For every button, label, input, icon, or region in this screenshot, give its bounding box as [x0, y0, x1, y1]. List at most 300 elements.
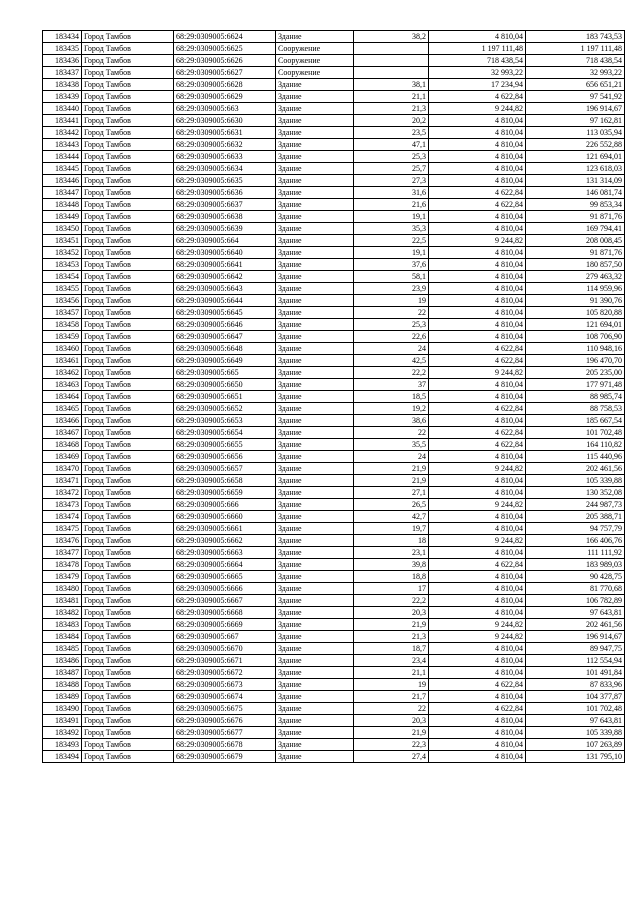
row-number-cell: 183493 — [43, 739, 82, 751]
object-type-cell: Здание — [276, 235, 354, 247]
table-row — [43, 487, 625, 499]
row-number-cell: 183494 — [43, 751, 82, 763]
object-type-cell: Здание — [276, 307, 354, 319]
cadastral-number-cell: 68:29:0309005:6671 — [174, 655, 276, 667]
specific-indicator-cell: 4 810,04 — [429, 655, 526, 667]
cadastral-number-cell: 68:29:0309005:6676 — [174, 715, 276, 727]
object-type-cell: Здание — [276, 199, 354, 211]
row-number-cell: 183484 — [43, 631, 82, 643]
settlement-name-cell: Город Тамбов — [82, 259, 174, 271]
cadastral-value-cell: 89 947,75 — [526, 643, 625, 655]
table-row — [43, 547, 625, 559]
table-row — [43, 583, 625, 595]
settlement-name-cell: Город Тамбов — [82, 343, 174, 355]
settlement-name-cell: Город Тамбов — [82, 619, 174, 631]
settlement-name-cell: Город Тамбов — [82, 139, 174, 151]
table-row — [43, 139, 625, 151]
object-type-cell: Здание — [276, 295, 354, 307]
area-value-cell: 35,5 — [354, 439, 429, 451]
area-value-cell: 38,2 — [354, 31, 429, 43]
table-row — [43, 67, 625, 79]
cadastral-value-cell: 205 388,71 — [526, 511, 625, 523]
area-value-cell: 21,3 — [354, 103, 429, 115]
cadastral-number-cell: 68:29:0309005:6664 — [174, 559, 276, 571]
table-row — [43, 427, 625, 439]
area-value-cell: 27,3 — [354, 175, 429, 187]
object-type-cell: Здание — [276, 151, 354, 163]
object-type-cell: Здание — [276, 31, 354, 43]
specific-indicator-cell: 4 810,04 — [429, 475, 526, 487]
object-type-cell: Здание — [276, 403, 354, 415]
cadastral-number-cell: 68:29:0309005:6679 — [174, 751, 276, 763]
specific-indicator-cell: 4 622,84 — [429, 403, 526, 415]
specific-indicator-cell: 4 622,84 — [429, 679, 526, 691]
cadastral-number-cell: 68:29:0309005:6649 — [174, 355, 276, 367]
cadastral-value-cell: 115 440,96 — [526, 451, 625, 463]
cadastral-value-cell: 121 694,01 — [526, 319, 625, 331]
cadastral-number-cell: 68:29:0309005:6647 — [174, 331, 276, 343]
area-value-cell: 39,8 — [354, 559, 429, 571]
specific-indicator-cell: 4 622,84 — [429, 343, 526, 355]
cadastral-number-cell: 68:29:0309005:6666 — [174, 583, 276, 595]
cadastral-value-cell: 112 554,94 — [526, 655, 625, 667]
specific-indicator-cell: 4 810,04 — [429, 259, 526, 271]
table-row — [43, 691, 625, 703]
row-number-cell: 183469 — [43, 451, 82, 463]
table-row — [43, 451, 625, 463]
settlement-name-cell: Город Тамбов — [82, 583, 174, 595]
specific-indicator-cell: 4 622,84 — [429, 427, 526, 439]
cadastral-value-cell: 91 871,76 — [526, 211, 625, 223]
object-type-cell: Здание — [276, 451, 354, 463]
area-value-cell: 19,2 — [354, 403, 429, 415]
row-number-cell: 183485 — [43, 643, 82, 655]
table-row — [43, 631, 625, 643]
object-type-cell: Здание — [276, 319, 354, 331]
cadastral-value-cell: 166 406,76 — [526, 535, 625, 547]
cadastral-value-cell: 94 757,79 — [526, 523, 625, 535]
cadastral-number-cell: 68:29:0309005:667 — [174, 631, 276, 643]
area-value-cell: 19 — [354, 295, 429, 307]
settlement-name-cell: Город Тамбов — [82, 91, 174, 103]
area-value-cell: 22,6 — [354, 331, 429, 343]
row-number-cell: 183486 — [43, 655, 82, 667]
object-type-cell: Здание — [276, 331, 354, 343]
cadastral-value-cell: 105 339,88 — [526, 475, 625, 487]
row-number-cell: 183456 — [43, 295, 82, 307]
row-number-cell: 183445 — [43, 163, 82, 175]
table-row — [43, 367, 625, 379]
area-value-cell: 22,2 — [354, 595, 429, 607]
cadastral-value-cell: 202 461,56 — [526, 463, 625, 475]
table-row — [43, 715, 625, 727]
area-value-cell: 47,1 — [354, 139, 429, 151]
object-type-cell: Здание — [276, 751, 354, 763]
row-number-cell: 183492 — [43, 727, 82, 739]
cadastral-number-cell: 68:29:0309005:6626 — [174, 55, 276, 67]
settlement-name-cell: Город Тамбов — [82, 403, 174, 415]
area-value-cell — [354, 43, 429, 55]
cadastral-number-cell: 68:29:0309005:6643 — [174, 283, 276, 295]
settlement-name-cell: Город Тамбов — [82, 643, 174, 655]
cadastral-number-cell: 68:29:0309005:6638 — [174, 211, 276, 223]
cadastral-value-cell: 196 914,67 — [526, 631, 625, 643]
settlement-name-cell: Город Тамбов — [82, 415, 174, 427]
cadastral-value-cell: 88 985,74 — [526, 391, 625, 403]
cadastral-number-cell: 68:29:0309005:6660 — [174, 511, 276, 523]
cadastral-number-cell: 68:29:0309005:6655 — [174, 439, 276, 451]
cadastral-number-cell: 68:29:0309005:6662 — [174, 535, 276, 547]
settlement-name-cell: Город Тамбов — [82, 595, 174, 607]
settlement-name-cell: Город Тамбов — [82, 151, 174, 163]
row-number-cell: 183466 — [43, 415, 82, 427]
specific-indicator-cell: 4 810,04 — [429, 727, 526, 739]
object-type-cell: Здание — [276, 379, 354, 391]
row-number-cell: 183481 — [43, 595, 82, 607]
area-value-cell: 25,7 — [354, 163, 429, 175]
object-type-cell: Сооружение — [276, 43, 354, 55]
table-row — [43, 739, 625, 751]
settlement-name-cell: Город Тамбов — [82, 367, 174, 379]
specific-indicator-cell: 9 244,82 — [429, 463, 526, 475]
table-row — [43, 679, 625, 691]
area-value-cell: 38,1 — [354, 79, 429, 91]
settlement-name-cell: Город Тамбов — [82, 475, 174, 487]
object-type-cell: Здание — [276, 283, 354, 295]
row-number-cell: 183455 — [43, 283, 82, 295]
specific-indicator-cell: 4 810,04 — [429, 667, 526, 679]
cadastral-value-cell: 183 743,53 — [526, 31, 625, 43]
cadastral-number-cell: 68:29:0309005:6644 — [174, 295, 276, 307]
cadastral-number-cell: 68:29:0309005:6631 — [174, 127, 276, 139]
cadastral-number-cell: 68:29:0309005:6634 — [174, 163, 276, 175]
settlement-name-cell: Город Тамбов — [82, 319, 174, 331]
row-number-cell: 183478 — [43, 559, 82, 571]
object-type-cell: Здание — [276, 355, 354, 367]
object-type-cell: Сооружение — [276, 55, 354, 67]
cadastral-value-cell: 91 871,76 — [526, 247, 625, 259]
area-value-cell: 23,4 — [354, 655, 429, 667]
cadastral-number-cell: 68:29:0309005:6663 — [174, 547, 276, 559]
specific-indicator-cell: 4 810,04 — [429, 391, 526, 403]
cadastral-value-cell: 121 694,01 — [526, 151, 625, 163]
area-value-cell: 35,3 — [354, 223, 429, 235]
cadastral-number-cell: 68:29:0309005:6656 — [174, 451, 276, 463]
cadastral-value-cell: 91 390,76 — [526, 295, 625, 307]
cadastral-number-cell: 68:29:0309005:6668 — [174, 607, 276, 619]
table-row — [43, 307, 625, 319]
table-row — [43, 535, 625, 547]
row-number-cell: 183464 — [43, 391, 82, 403]
cadastral-number-cell: 68:29:0309005:6653 — [174, 415, 276, 427]
object-type-cell: Здание — [276, 583, 354, 595]
cadastral-value-cell: 177 971,48 — [526, 379, 625, 391]
row-number-cell: 183453 — [43, 259, 82, 271]
settlement-name-cell: Город Тамбов — [82, 451, 174, 463]
row-number-cell: 183460 — [43, 343, 82, 355]
specific-indicator-cell: 9 244,82 — [429, 235, 526, 247]
table-row — [43, 667, 625, 679]
settlement-name-cell: Город Тамбов — [82, 163, 174, 175]
row-number-cell: 183472 — [43, 487, 82, 499]
cadastral-number-cell: 68:29:0309005:663 — [174, 103, 276, 115]
cadastral-number-cell: 68:29:0309005:6627 — [174, 67, 276, 79]
cadastral-number-cell: 68:29:0309005:6652 — [174, 403, 276, 415]
object-type-cell: Здание — [276, 247, 354, 259]
cadastral-number-cell: 68:29:0309005:6625 — [174, 43, 276, 55]
specific-indicator-cell: 4 810,04 — [429, 211, 526, 223]
table-row — [43, 655, 625, 667]
area-value-cell: 25,3 — [354, 319, 429, 331]
specific-indicator-cell: 4 810,04 — [429, 451, 526, 463]
specific-indicator-cell: 4 810,04 — [429, 283, 526, 295]
object-type-cell: Здание — [276, 475, 354, 487]
table-row — [43, 79, 625, 91]
object-type-cell: Здание — [276, 439, 354, 451]
cadastral-number-cell: 68:29:0309005:6667 — [174, 595, 276, 607]
table-row — [43, 211, 625, 223]
row-number-cell: 183462 — [43, 367, 82, 379]
cadastral-value-cell: 123 618,03 — [526, 163, 625, 175]
row-number-cell: 183447 — [43, 187, 82, 199]
area-value-cell: 22 — [354, 703, 429, 715]
cadastral-value-cell: 196 914,67 — [526, 103, 625, 115]
area-value-cell: 58,1 — [354, 271, 429, 283]
row-number-cell: 183439 — [43, 91, 82, 103]
row-number-cell: 183488 — [43, 679, 82, 691]
settlement-name-cell: Город Тамбов — [82, 715, 174, 727]
area-value-cell: 21,1 — [354, 667, 429, 679]
specific-indicator-cell: 4 810,04 — [429, 691, 526, 703]
table-row — [43, 391, 625, 403]
settlement-name-cell: Город Тамбов — [82, 199, 174, 211]
object-type-cell: Здание — [276, 643, 354, 655]
table-row — [43, 727, 625, 739]
specific-indicator-cell: 4 810,04 — [429, 571, 526, 583]
cadastral-value-cell: 205 235,00 — [526, 367, 625, 379]
row-number-cell: 183474 — [43, 511, 82, 523]
cadastral-number-cell: 68:29:0309005:6657 — [174, 463, 276, 475]
specific-indicator-cell: 4 810,04 — [429, 271, 526, 283]
area-value-cell — [354, 55, 429, 67]
cadastral-value-cell: 110 948,16 — [526, 343, 625, 355]
cadastral-value-cell: 32 993,22 — [526, 67, 625, 79]
area-value-cell: 21,7 — [354, 691, 429, 703]
settlement-name-cell: Город Тамбов — [82, 607, 174, 619]
settlement-name-cell: Город Тамбов — [82, 355, 174, 367]
object-type-cell: Здание — [276, 631, 354, 643]
settlement-name-cell: Город Тамбов — [82, 247, 174, 259]
area-value-cell: 18,8 — [354, 571, 429, 583]
area-value-cell: 19,1 — [354, 211, 429, 223]
row-number-cell: 183459 — [43, 331, 82, 343]
object-type-cell: Здание — [276, 187, 354, 199]
table-row — [43, 439, 625, 451]
table-row — [43, 175, 625, 187]
area-value-cell: 19 — [354, 679, 429, 691]
specific-indicator-cell: 718 438,54 — [429, 55, 526, 67]
cadastral-value-cell: 90 428,75 — [526, 571, 625, 583]
row-number-cell: 183450 — [43, 223, 82, 235]
area-value-cell: 21,3 — [354, 631, 429, 643]
settlement-name-cell: Город Тамбов — [82, 463, 174, 475]
settlement-name-cell: Город Тамбов — [82, 571, 174, 583]
specific-indicator-cell: 4 810,04 — [429, 523, 526, 535]
specific-indicator-cell: 4 810,04 — [429, 163, 526, 175]
object-type-cell: Сооружение — [276, 67, 354, 79]
object-type-cell: Здание — [276, 139, 354, 151]
settlement-name-cell: Город Тамбов — [82, 739, 174, 751]
cadastral-number-cell: 68:29:0309005:666 — [174, 499, 276, 511]
object-type-cell: Здание — [276, 619, 354, 631]
cadastral-value-cell: 105 820,88 — [526, 307, 625, 319]
area-value-cell: 23,9 — [354, 283, 429, 295]
specific-indicator-cell: 4 622,84 — [429, 703, 526, 715]
settlement-name-cell: Город Тамбов — [82, 115, 174, 127]
table-row — [43, 247, 625, 259]
settlement-name-cell: Город Тамбов — [82, 559, 174, 571]
specific-indicator-cell: 4 810,04 — [429, 331, 526, 343]
object-type-cell: Здание — [276, 691, 354, 703]
cadastral-value-cell: 131 314,09 — [526, 175, 625, 187]
cadastral-value-cell: 113 035,94 — [526, 127, 625, 139]
object-type-cell: Здание — [276, 427, 354, 439]
row-number-cell: 183448 — [43, 199, 82, 211]
specific-indicator-cell: 4 810,04 — [429, 175, 526, 187]
area-value-cell — [354, 67, 429, 79]
settlement-name-cell: Город Тамбов — [82, 511, 174, 523]
cadastral-value-table — [42, 30, 625, 763]
specific-indicator-cell: 4 622,84 — [429, 91, 526, 103]
row-number-cell: 183467 — [43, 427, 82, 439]
row-number-cell: 183491 — [43, 715, 82, 727]
table-row — [43, 619, 625, 631]
object-type-cell: Здание — [276, 547, 354, 559]
object-type-cell: Здание — [276, 715, 354, 727]
settlement-name-cell: Город Тамбов — [82, 535, 174, 547]
row-number-cell: 183470 — [43, 463, 82, 475]
cadastral-number-cell: 68:29:0309005:6639 — [174, 223, 276, 235]
row-number-cell: 183477 — [43, 547, 82, 559]
settlement-name-cell: Город Тамбов — [82, 235, 174, 247]
area-value-cell: 22 — [354, 427, 429, 439]
area-value-cell: 37,6 — [354, 259, 429, 271]
cadastral-number-cell: 68:29:0309005:6641 — [174, 259, 276, 271]
cadastral-value-cell: 97 643,81 — [526, 715, 625, 727]
cadastral-value-cell: 88 758,53 — [526, 403, 625, 415]
cadastral-value-cell: 99 853,34 — [526, 199, 625, 211]
row-number-cell: 183440 — [43, 103, 82, 115]
area-value-cell: 20,2 — [354, 115, 429, 127]
cadastral-number-cell: 68:29:0309005:6637 — [174, 199, 276, 211]
table-row — [43, 343, 625, 355]
area-value-cell: 26,5 — [354, 499, 429, 511]
specific-indicator-cell: 4 810,04 — [429, 307, 526, 319]
cadastral-number-cell: 68:29:0309005:6645 — [174, 307, 276, 319]
cadastral-number-cell: 68:29:0309005:664 — [174, 235, 276, 247]
settlement-name-cell: Город Тамбов — [82, 211, 174, 223]
table-row — [43, 559, 625, 571]
object-type-cell: Здание — [276, 667, 354, 679]
object-type-cell: Здание — [276, 535, 354, 547]
specific-indicator-cell: 17 234,94 — [429, 79, 526, 91]
settlement-name-cell: Город Тамбов — [82, 127, 174, 139]
area-value-cell: 22,5 — [354, 235, 429, 247]
row-number-cell: 183438 — [43, 79, 82, 91]
table-row — [43, 163, 625, 175]
object-type-cell: Здание — [276, 499, 354, 511]
row-number-cell: 183443 — [43, 139, 82, 151]
object-type-cell: Здание — [276, 223, 354, 235]
area-value-cell: 24 — [354, 451, 429, 463]
table-row — [43, 199, 625, 211]
area-value-cell: 18,5 — [354, 391, 429, 403]
object-type-cell: Здание — [276, 703, 354, 715]
specific-indicator-cell: 4 810,04 — [429, 415, 526, 427]
specific-indicator-cell: 1 197 111,48 — [429, 43, 526, 55]
cadastral-number-cell: 68:29:0309005:6640 — [174, 247, 276, 259]
cadastral-value-cell: 101 702,48 — [526, 427, 625, 439]
table-row — [43, 463, 625, 475]
settlement-name-cell: Город Тамбов — [82, 487, 174, 499]
row-number-cell: 183473 — [43, 499, 82, 511]
row-number-cell: 183457 — [43, 307, 82, 319]
specific-indicator-cell: 4 810,04 — [429, 115, 526, 127]
specific-indicator-cell: 32 993,22 — [429, 67, 526, 79]
cadastral-value-cell: 101 702,48 — [526, 703, 625, 715]
settlement-name-cell: Город Тамбов — [82, 667, 174, 679]
area-value-cell: 20,3 — [354, 607, 429, 619]
specific-indicator-cell: 4 622,84 — [429, 199, 526, 211]
table-row — [43, 703, 625, 715]
table-row — [43, 283, 625, 295]
settlement-name-cell: Город Тамбов — [82, 103, 174, 115]
object-type-cell: Здание — [276, 127, 354, 139]
cadastral-value-cell: 108 706,90 — [526, 331, 625, 343]
settlement-name-cell: Город Тамбов — [82, 751, 174, 763]
settlement-name-cell: Город Тамбов — [82, 631, 174, 643]
specific-indicator-cell: 9 244,82 — [429, 367, 526, 379]
area-value-cell: 19,7 — [354, 523, 429, 535]
table-row — [43, 571, 625, 583]
table-row — [43, 595, 625, 607]
area-value-cell: 27,4 — [354, 751, 429, 763]
table-row — [43, 223, 625, 235]
table-row — [43, 607, 625, 619]
settlement-name-cell: Город Тамбов — [82, 655, 174, 667]
object-type-cell: Здание — [276, 115, 354, 127]
object-type-cell: Здание — [276, 103, 354, 115]
row-number-cell: 183435 — [43, 43, 82, 55]
row-number-cell: 183483 — [43, 619, 82, 631]
cadastral-number-cell: 68:29:0309005:6678 — [174, 739, 276, 751]
cadastral-number-cell: 68:29:0309005:6646 — [174, 319, 276, 331]
area-value-cell: 18,7 — [354, 643, 429, 655]
table-body — [43, 31, 625, 763]
table-row — [43, 115, 625, 127]
specific-indicator-cell: 4 810,04 — [429, 487, 526, 499]
cadastral-value-cell: 208 008,45 — [526, 235, 625, 247]
settlement-name-cell: Город Тамбов — [82, 727, 174, 739]
specific-indicator-cell: 4 810,04 — [429, 319, 526, 331]
row-number-cell: 183487 — [43, 667, 82, 679]
cadastral-number-cell: 68:29:0309005:6651 — [174, 391, 276, 403]
row-number-cell: 183490 — [43, 703, 82, 715]
object-type-cell: Здание — [276, 571, 354, 583]
object-type-cell: Здание — [276, 79, 354, 91]
settlement-name-cell: Город Тамбов — [82, 79, 174, 91]
row-number-cell: 183465 — [43, 403, 82, 415]
